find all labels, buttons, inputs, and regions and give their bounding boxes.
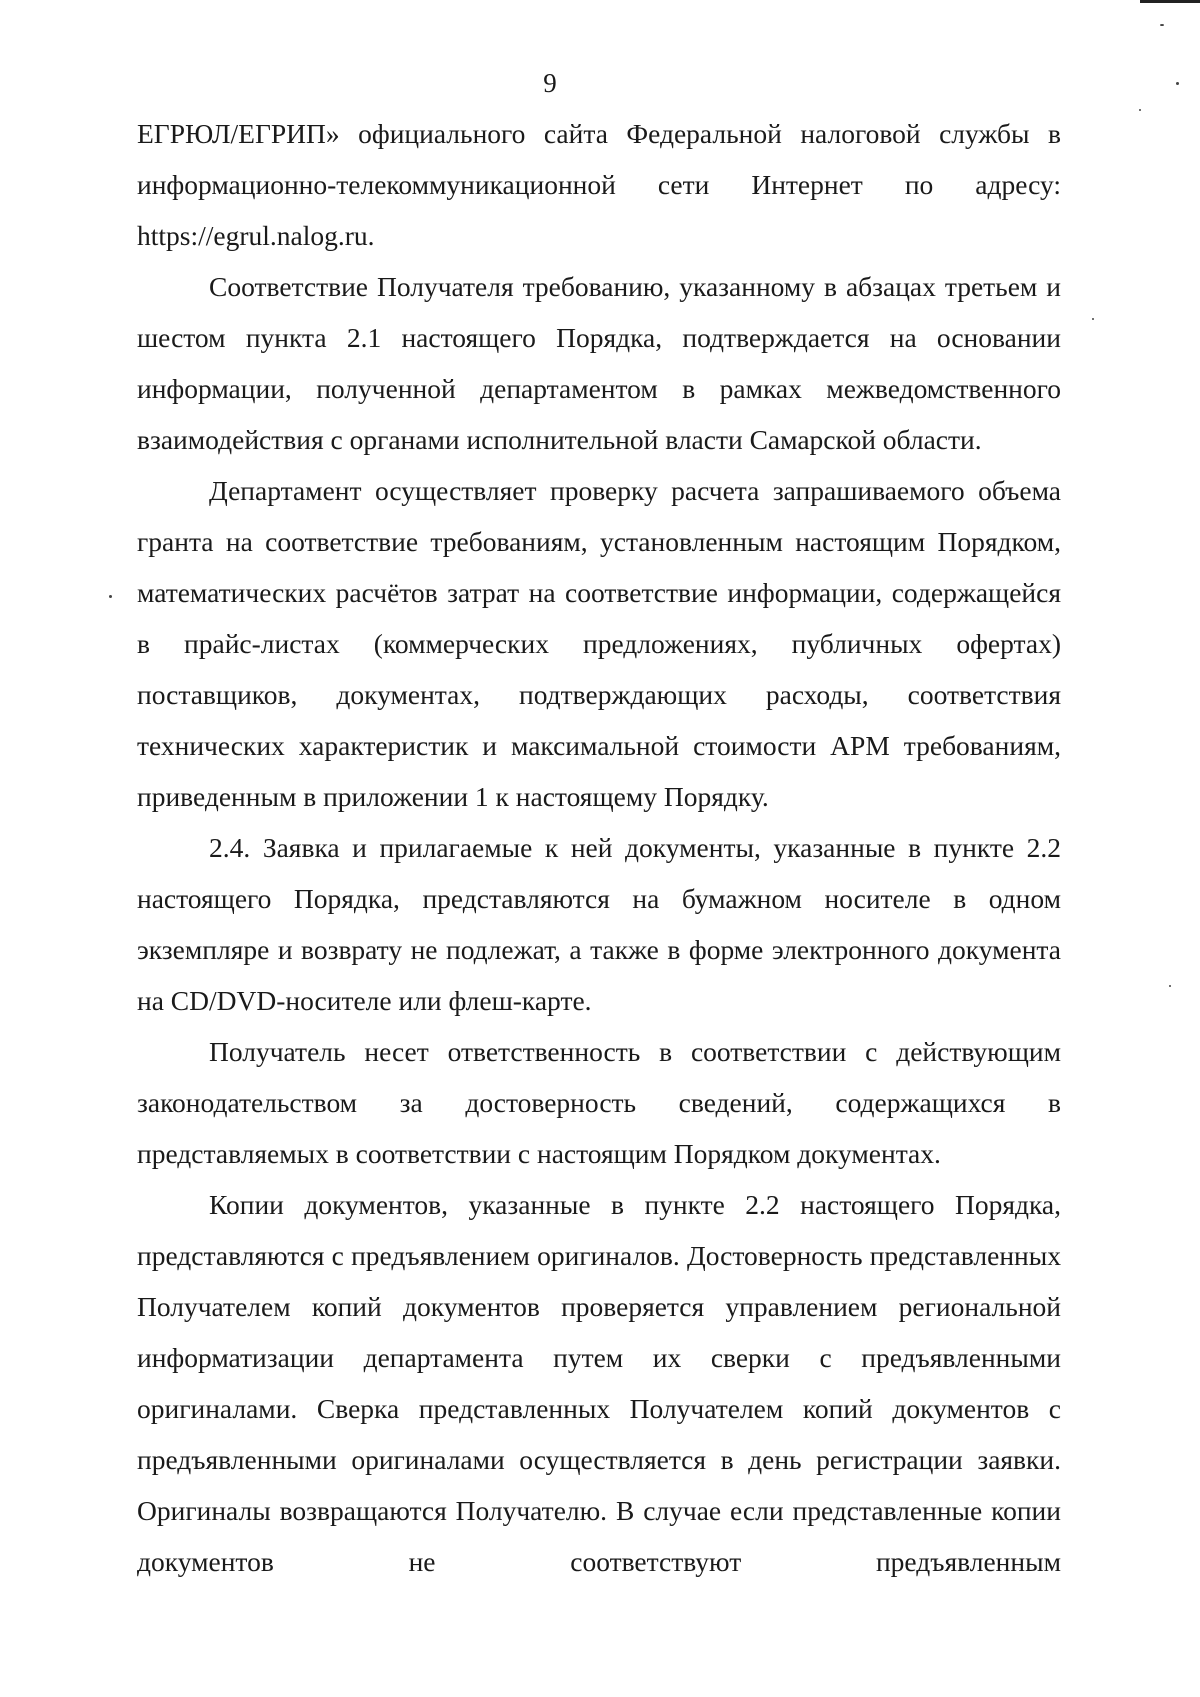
scan-speck — [1139, 109, 1141, 111]
scan-edge-mark — [1140, 0, 1200, 3]
scan-speck — [1169, 985, 1171, 987]
scan-speck — [109, 595, 112, 598]
document-body — [137, 108, 1061, 1587]
scan-speck — [1176, 82, 1179, 85]
paragraph-1: ЕГРЮЛ/ЕГРИП» официального сайта Федеральной налоговой службы в информационно-телекоммуникационной сети Интернет по адресу: https://egrul.nalog.ru. — [137, 118, 1061, 251]
paragraph-6: Копии документов, указанные в пункте 2.2 настоящего Порядка, представляются с предъявлением оригиналов. Достоверность представленных Получателем копий документов проверяется управлением региональной информатизации департамента путем их сверки с предъявленными оригиналами. Сверка представленных Получателем копий документов с предъявленными оригиналами осуществляется в день регистрации заявки. Оригиналы возвращаются Получателю. В случае если представленные копии документов не соответствуют предъявленным — [137, 1189, 1061, 1577]
scan-speck — [1092, 318, 1094, 320]
scan-speck — [1160, 24, 1164, 26]
page-number: 9 — [543, 68, 557, 98]
paragraph-4: 2.4. Заявка и прилагаемые к ней документы, указанные в пункте 2.2 настоящего Порядка, представляются на бумажном носителе в одном экземпляре и возврату не подлежат, а также в форме электронного документа на CD/DVD-носителе или флеш-карте. — [137, 832, 1061, 1016]
paragraph-3: Департамент осуществляет проверку расчета запрашиваемого объема гранта на соответствие требованиям, установленным настоящим Порядком, математических расчётов затрат на соответствие информации, содержащейся в прайс-листах (коммерческих предложениях, публичных офертах) поставщиков, документах, подтверждающих расходы, соответствия технических характеристик и максимальной стоимости АРМ требованиям, приведенным в приложении 1 к настоящему Порядку. — [137, 475, 1061, 812]
paragraph-2: Соответствие Получателя требованию, указанному в абзацах третьем и шестом пункта 2.1 настоящего Порядка, подтверждается на основании информации, полученной департаментом в рамках межведомственного взаимодействия с органами исполнительной власти Самарской области. — [137, 271, 1061, 455]
paragraph-5: Получатель несет ответственность в соответствии с действующим законодательством за достоверность сведений, содержащихся в представляемых в соответствии с настоящим Порядком документах. — [137, 1036, 1061, 1169]
